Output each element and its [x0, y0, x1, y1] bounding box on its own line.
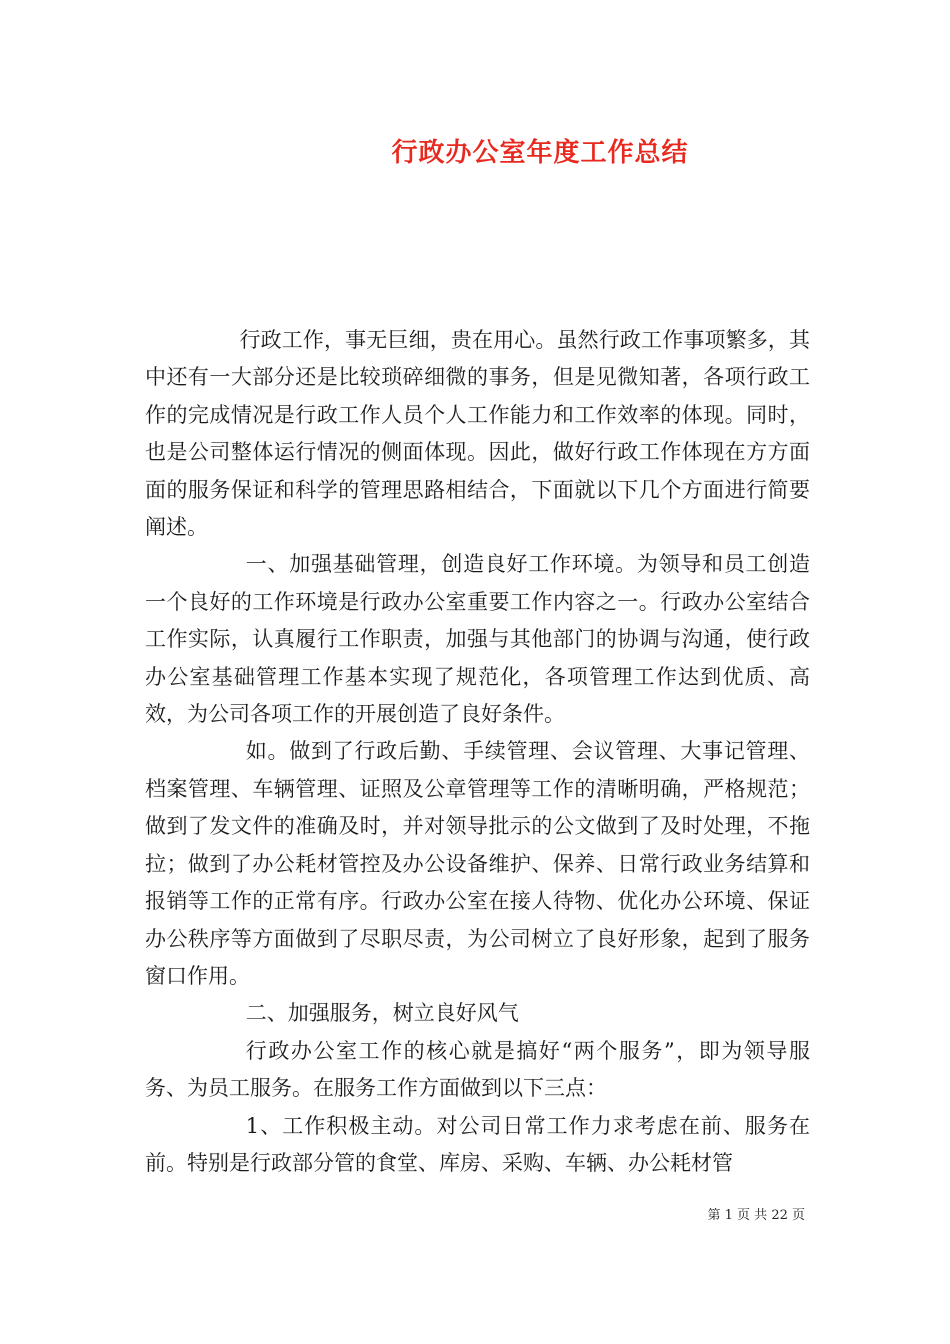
- page-number: 第 1 页 共 22 页: [707, 1208, 805, 1223]
- paragraph-examples: 如。做到了行政后勤、手续管理、会议管理、大事记管理、档案管理、车辆管理、证照及公章管理等工作的清晰明确，严格规范；做到了发文件的准确及时，并对领导批示的公文做到了及时处理，不拖拉；做到了办公耗材管控及办公设备维护、保养、日常行政业务结算和报销等工作的正常有序。行政办公室在接人待物、优化办公环境、保证办公秩序等方面做到了尽职尽责，为公司树立了良好形象，起到了服务窗口作用。: [145, 739, 810, 988]
- paragraph-section-one: 一、加强基础管理，创造良好工作环境。为领导和员工创造一个良好的工作环境是行政办公室重要工作内容之一。行政办公室结合工作实际，认真履行工作职责，加强与其他部门的协调与沟通，使行政办公室基础管理工作基本实现了规范化，各项管理工作达到优质、高效，为公司各项工作的开展创造了良好条件。: [145, 552, 810, 727]
- paragraph-intro: 行政工作，事无巨细，贵在用心。虽然行政工作事项繁多，其中还有一大部分还是比较琐碎细微的事务，但是见微知著，各项行政工作的完成情况是行政工作人员个人工作能力和工作效率的体现。同时，也是公司整体运行情况的侧面体现。因此，做好行政工作体现在方方面面的服务保证和科学的管理思路相结合，下面就以下几个方面进行简要阐述。: [145, 328, 810, 540]
- document-title: 行政办公室年度工作总结: [391, 138, 689, 168]
- paragraph-two-services: 行政办公室工作的核心就是搞好“两个服务”，即为领导服务、为员工服务。在服务工作方面做到以下三点：: [145, 1038, 810, 1101]
- paragraph-point-one: 1、工作积极主动。对公司日常工作力求考虑在前、服务在前。特别是行政部分管的食堂、库房、采购、车辆、办公耗材管: [145, 1113, 810, 1175]
- paragraph-section-two-heading: 二、加强服务，树立良好风气: [245, 1001, 519, 1026]
- document-body: [145, 322, 810, 1182]
